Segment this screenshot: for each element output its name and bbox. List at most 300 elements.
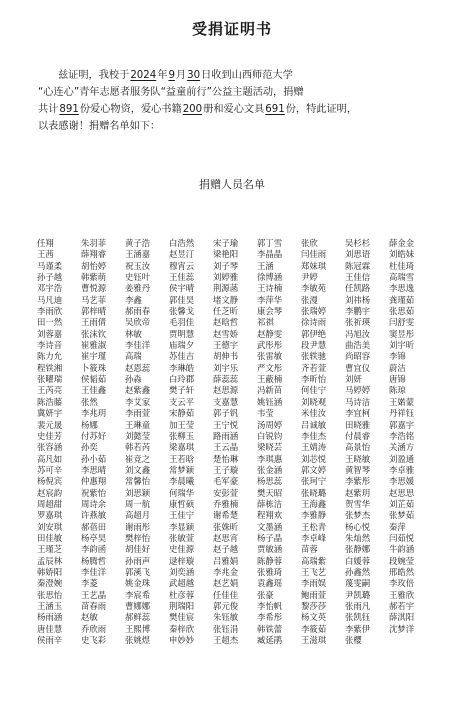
donor-name: 李诗音: [37, 340, 63, 351]
donor-name: 付晨睿: [345, 430, 371, 441]
donor-name: 崔宇瑾: [81, 351, 107, 362]
donor-name: 史飞彩: [81, 635, 107, 646]
donor-name: 闫茹悦: [389, 532, 415, 543]
donor-name: 申妙妙: [169, 635, 195, 646]
donor-name: 孙奕: [81, 442, 98, 453]
paragraph-line-2: [38, 85, 430, 100]
donor-name: 刘懿莹: [125, 430, 151, 441]
donor-name: 贺雪华: [345, 498, 371, 509]
donor-name: 王芮亮: [37, 385, 63, 396]
donor-name: 赵艺娟: [213, 578, 239, 589]
donor-name: 苗蓉: [301, 544, 318, 555]
line3-suffix: 份，特此证明，: [285, 104, 358, 115]
donor-name: 段尹慧: [301, 340, 327, 351]
paragraph-line-3: [38, 102, 430, 117]
donor-name: 薛淇阳: [389, 612, 415, 623]
donor-name: 刘安琪: [37, 521, 63, 532]
donor-name: 张晓璐: [301, 487, 327, 498]
donor-name: 刘蓉嘉: [37, 328, 63, 339]
donor-name: 仲惠翔: [81, 476, 107, 487]
donor-name: 李雅静: [301, 510, 327, 521]
donor-name: 张雷敏: [257, 351, 283, 362]
donor-name: 王超杰: [213, 635, 239, 646]
donor-name: 杨倪宾: [37, 476, 63, 487]
donor-name: 王婼蒙: [389, 396, 415, 407]
donor-name: 孟辰林: [37, 555, 63, 566]
donor-name: 周诗余: [81, 498, 107, 509]
donor-name: 冯旭汝: [345, 328, 371, 339]
donor-name: 支云平: [169, 396, 195, 407]
donor-name: 郝雨春: [125, 306, 151, 317]
donor-name: 张姚煜: [125, 635, 151, 646]
donor-name: 王海鑫: [301, 498, 327, 509]
paragraph-line-1: [58, 68, 450, 83]
donor-name: 沈梦洋: [389, 623, 415, 634]
donor-name: 程翔欢: [257, 510, 283, 521]
donation-month: 9: [168, 70, 175, 81]
donor-name: 李鹏宇: [345, 306, 371, 317]
donor-name: 林敏: [125, 328, 142, 339]
donor-name: 米佳汝: [301, 408, 327, 419]
donor-name: 马凡迪: [37, 294, 63, 305]
donor-name: 李卓峰: [301, 532, 327, 543]
donor-name: 姚金珠: [125, 578, 151, 589]
donor-name: 付苏好: [81, 430, 107, 441]
donor-name: 赵宸韵: [37, 487, 63, 498]
donor-name: 杨心悦: [345, 521, 371, 532]
donor-name: 王佳蕊: [169, 272, 195, 283]
donor-name: 曹悦源: [81, 283, 107, 294]
donor-name: 杨文英: [301, 612, 327, 623]
donor-name: 张轶驰: [301, 351, 327, 362]
donor-name: 张曜瑞: [37, 374, 63, 385]
donor-name: 楚怡琳: [213, 453, 239, 464]
donor-name: 宋静茹: [169, 408, 195, 419]
line4-text: 以表感谢！捐赠名单如下：: [38, 121, 161, 132]
donor-name: 张祈瑛: [345, 317, 371, 328]
donor-name: 高瑞紫: [301, 555, 327, 566]
donor-name: 张思茹: [389, 306, 415, 317]
donor-name: 贾敏涵: [257, 544, 283, 555]
year-suffix: 年: [157, 70, 168, 81]
donor-name: 堵文静: [213, 294, 239, 305]
donor-name: 乔雅楠: [213, 498, 239, 509]
donor-name: 赵昱汀: [169, 249, 195, 260]
donor-name: 邢皓然: [389, 566, 415, 577]
donor-name: 赵静雯: [257, 328, 283, 339]
donor-name: 龚瑾茹: [389, 294, 415, 305]
donor-name: 韦莹: [257, 408, 274, 419]
donor-name: 张思怡: [37, 589, 63, 600]
donor-name: 李宸希: [125, 589, 151, 600]
donor-name: 李雨娱: [301, 578, 327, 589]
donor-name: 刘祎杨: [345, 294, 371, 305]
donor-name: 曹娜娜: [125, 601, 151, 611]
donor-name: 秦澄婉: [37, 578, 63, 589]
donor-name: 刘思语: [345, 249, 371, 260]
donor-name: 樊天昭: [257, 487, 283, 498]
donor-name: 何瑞华: [169, 487, 195, 498]
donor-name: 宋子瑜: [213, 238, 239, 248]
donor-name: 尚昭容: [345, 351, 371, 362]
donor-name: 关涵方: [389, 442, 415, 453]
donor-name: 窦昱彤: [389, 328, 415, 339]
donor-name: 薛栋洁: [257, 498, 283, 509]
donor-name: 薛金金: [389, 238, 415, 248]
donor-name: 李佳洋: [125, 340, 151, 351]
donor-name: 吴欣帝: [125, 317, 151, 328]
donor-name: 任佳佳: [213, 589, 239, 600]
donor-name: 任凯路: [345, 283, 371, 294]
donor-name: 韩铁蕾: [257, 623, 283, 634]
donor-name: 李琪惠: [257, 453, 283, 464]
donor-name: 秦梓欣: [169, 623, 195, 634]
document-title: 受捐证明书: [191, 20, 272, 38]
donor-name: 李鑫: [125, 294, 142, 305]
donor-name: 陈浩藤: [37, 396, 63, 407]
donor-name: 王佳鑫: [81, 385, 107, 396]
donor-name: 杨思蕊: [257, 476, 283, 487]
donor-name: 陈力允: [37, 351, 63, 362]
donor-name: 荆瑞阳: [169, 601, 195, 611]
donor-name: 王婧涛: [301, 442, 327, 453]
donor-name: 赵紫玥: [345, 487, 371, 498]
donor-name: 汤周婷: [257, 419, 283, 430]
donor-name: 胡佳好: [125, 544, 151, 555]
donor-name: 张梦茹: [389, 510, 415, 521]
donor-name: 李浩铭: [389, 430, 415, 441]
donor-name: 樊佳宸: [169, 612, 195, 623]
donor-name: 尹婷: [301, 272, 318, 283]
donor-name: 李韵函: [81, 544, 107, 555]
donor-name: 张馨戈: [169, 306, 195, 317]
donor-name: 赵恩蕊: [125, 362, 151, 373]
donor-name: 刘皓妹: [389, 249, 415, 260]
donor-name: 郭伊绝: [301, 328, 327, 339]
donor-name: 祁祺: [257, 317, 274, 328]
donor-name: 段婉莹: [389, 555, 415, 566]
donor-name: 梁晓芸: [257, 442, 283, 453]
donor-name: 田晓雅: [345, 419, 371, 430]
donor-name: 张瑞婷: [301, 306, 327, 317]
donor-name: 臧延鹃: [257, 635, 283, 646]
donor-name: 马婷婷: [345, 385, 371, 396]
donor-name: 李希彤: [257, 612, 283, 623]
donor-name: 姜雅丹: [125, 283, 151, 294]
donor-name: 闫佳雨: [301, 249, 327, 260]
donor-name: 张金涵: [257, 464, 283, 475]
donor-name: 李艾家: [125, 396, 151, 407]
donor-name: 薛蕊蕊: [213, 374, 239, 385]
donor-name: 朱钰敏: [213, 612, 239, 623]
donation-day: 30: [187, 70, 201, 81]
line3-mid1: 份爱心物资，爱心书籍: [79, 104, 182, 115]
paragraph-line-4: [38, 119, 430, 134]
donor-name: 刘文鑫: [125, 464, 151, 475]
donor-name: 卜筱珠: [81, 362, 107, 373]
donor-name: 高超月: [125, 510, 151, 521]
donor-name: 蔚洁: [389, 362, 406, 373]
donor-name: 李兆玥: [81, 408, 107, 419]
donor-name: 郝蓓田: [81, 521, 107, 532]
donor-name: 王蔽楠: [257, 374, 283, 385]
donor-name: 康哲硕: [169, 498, 195, 509]
donor-name-grid: [37, 238, 433, 646]
donor-name: 李怡帆: [257, 601, 283, 611]
donor-name: 王诗楠: [257, 283, 283, 294]
book-count: 200: [182, 104, 203, 115]
donor-name: 任翔: [37, 238, 54, 248]
donor-name: 李琳皓: [169, 362, 195, 373]
donor-name: 毛羽佳: [169, 317, 195, 328]
donor-name: 郝若宇: [389, 601, 415, 611]
donor-name: 胡怡婷: [81, 260, 107, 271]
donor-name: 武超越: [169, 578, 195, 589]
donor-name: 杨腾哲: [81, 555, 107, 566]
donor-name: 刘晓观: [301, 396, 327, 407]
donor-name: 祝紫怡: [81, 487, 107, 498]
donor-name: 刘芷茹: [389, 498, 415, 509]
donor-name: 赵晗哲: [213, 317, 239, 328]
donor-name: 李紫伊: [345, 623, 371, 634]
donor-name: 苗春雨: [81, 601, 107, 611]
donor-name: 王涵: [257, 260, 274, 271]
donor-name: 穆宵云: [169, 260, 195, 271]
donor-name: 赵紫鑫: [125, 385, 151, 396]
donor-name: 黎莎莎: [301, 601, 327, 611]
donor-name: 赵子越: [213, 544, 239, 555]
line1-suffix: 日收到山西师范大学: [201, 70, 293, 81]
donor-name: 李卓雅: [389, 464, 415, 475]
donor-name: 李菱: [81, 578, 98, 589]
donor-name: 李思媛: [389, 476, 415, 487]
donor-name: 秦萍: [389, 521, 406, 532]
donor-name: 赵敏: [81, 612, 98, 623]
donor-name: 刘婷雅: [213, 272, 239, 283]
month-suffix: 月: [175, 70, 187, 81]
donor-name: 康会琴: [257, 306, 283, 317]
donor-name: 王涵玉: [37, 601, 63, 611]
donor-name: 陈琼: [389, 385, 406, 396]
donor-name: 张雅琦: [257, 566, 283, 577]
total-count: 891: [59, 104, 79, 115]
donor-name: 李佳洋: [81, 566, 107, 577]
donor-name: 崔竞之: [125, 453, 151, 464]
donor-name: 梁艳阳: [213, 249, 239, 260]
donor-name: 马谨柔: [37, 260, 63, 271]
donor-name: 张沫钦: [81, 328, 107, 339]
donor-name: 李萍华: [257, 294, 283, 305]
donor-name: 吴杉杉: [345, 238, 371, 248]
donor-name: 庙瑞夕: [169, 340, 195, 351]
donor-name: 冯新苗: [257, 385, 283, 396]
donor-name: 姚钰涵: [257, 396, 283, 407]
donor-name: 李昕怡: [301, 374, 327, 385]
donor-name: 苏可辛: [37, 464, 63, 475]
donor-name: 高瑞雪: [389, 272, 415, 283]
donor-name: 曹宜仪: [345, 362, 371, 373]
donor-name: 鲍雨萱: [301, 589, 327, 600]
donor-name: 冀妍宇: [37, 408, 63, 419]
donor-name: 朱灿然: [345, 532, 371, 543]
donor-name: 刘子琴: [213, 260, 239, 271]
donor-name: 严文彤: [257, 362, 283, 373]
donor-name: 王松青: [301, 521, 327, 532]
donor-name: 杜佳琦: [389, 260, 415, 271]
donor-name: 文墨涵: [257, 521, 283, 532]
donor-name: 毛军豪: [213, 476, 239, 487]
donor-name: 胡伸书: [213, 351, 239, 362]
donor-name: 安彭萱: [213, 487, 239, 498]
donor-name: 赵思思: [389, 487, 415, 498]
donor-name: 张欣: [301, 238, 318, 248]
donor-name: 白浩然: [169, 238, 195, 248]
donor-name: 何佳宁: [301, 385, 327, 396]
donor-name: 王滋琪: [301, 635, 327, 646]
donor-name: 加王莹: [169, 419, 195, 430]
donor-name: 吕雅娟: [213, 555, 239, 566]
donor-name: 王飞艺: [301, 566, 327, 577]
donor-name: 李思逸: [389, 283, 415, 294]
donor-name: 韩紫萌: [81, 272, 107, 283]
donor-name: 武彤彤: [257, 340, 283, 351]
donor-name: 袁鑫瑶: [257, 578, 283, 589]
donor-name: 张樱: [345, 635, 362, 646]
donor-name: 王若晗: [169, 453, 195, 464]
donor-name: 王子璇: [213, 464, 239, 475]
donor-name: 郭梓晴: [81, 306, 107, 317]
donor-name: 谢雨彤: [125, 521, 151, 532]
donor-name: 杨雨涵: [37, 612, 63, 623]
donor-name: 程铁湘: [37, 362, 63, 373]
donor-name: 陈冠霖: [345, 260, 371, 271]
donor-name: 张珂宁: [301, 476, 327, 487]
donor-name: 郝鲜蕊: [125, 612, 151, 623]
donor-name: 孙子越: [37, 272, 63, 283]
donor-name: 赵思源: [213, 385, 239, 396]
donor-list-title: 捐赠人员名单: [199, 178, 265, 191]
donor-name: 唐锦: [389, 374, 406, 385]
donor-name: 崔雅淑: [81, 340, 107, 351]
donor-name: 牛韵涵: [389, 544, 415, 555]
donor-name: 李宜柯: [345, 408, 371, 419]
donor-name: 李紫彤: [345, 476, 371, 487]
donor-name: 徐诗雨: [301, 317, 327, 328]
donor-name: 杨娜: [81, 419, 98, 430]
donor-name: 刘芯悦: [301, 453, 327, 464]
donor-name: 李锦: [389, 351, 406, 362]
donor-name: 苏佳吉: [169, 351, 195, 362]
donation-year: 2024: [130, 70, 157, 81]
donor-name: 逯梓璇: [169, 555, 195, 566]
donor-name: 樊梓怡: [125, 532, 151, 543]
donor-name: 刘思颖: [125, 487, 151, 498]
donor-name: 张漫: [301, 294, 318, 305]
donor-name: 刘宇乐: [213, 362, 239, 373]
donor-name: 韩娇阳: [37, 566, 63, 577]
donor-name: 路雨涵: [213, 430, 239, 441]
donor-name: 曲浩美: [345, 340, 371, 351]
donor-name: 侯宇晴: [169, 283, 195, 294]
donor-name: 杜彦蓉: [169, 589, 195, 600]
donor-name: 李晨曦: [169, 476, 195, 487]
donor-name: 闫舒雯: [389, 317, 415, 328]
donor-name: 郑妹琪: [301, 260, 327, 271]
donor-name: 徐博涵: [257, 272, 283, 283]
donor-name: 高景怡: [345, 442, 371, 453]
donor-name: 李敏苑: [301, 283, 327, 294]
donor-name: 祝玉汝: [125, 260, 151, 271]
donor-name: 郭子钒: [213, 408, 239, 419]
donor-name: 陈静蓉: [257, 555, 283, 566]
donor-name: 韩若芮: [125, 442, 151, 453]
donor-name: 李玫倍: [389, 578, 415, 589]
donor-name: 王德宇: [213, 340, 239, 351]
donor-name: 田佳敏: [37, 532, 63, 543]
donor-name: 荆源菡: [213, 283, 239, 294]
donor-name: 李筱茹: [301, 623, 327, 634]
donor-name: 白玲郡: [169, 374, 195, 385]
donor-name: 张凯钰: [345, 612, 371, 623]
donor-name: 孙雨声: [125, 555, 151, 566]
donor-name: 张容涵: [37, 442, 63, 453]
donor-name: 王云晶: [213, 442, 239, 453]
donor-name: 罗嘉琪: [37, 510, 63, 521]
donor-name: 丹祥钰: [389, 408, 415, 419]
line3-prefix: 共计: [38, 104, 59, 115]
donor-name: 唐佳慧: [37, 623, 63, 634]
donor-name: 薛翔睿: [81, 249, 107, 260]
donor-name: 朱羽菲: [81, 238, 107, 248]
donor-name: 白锐钧: [257, 430, 283, 441]
donor-name: 郭元俊: [213, 601, 239, 611]
donor-name: 孙淼: [125, 374, 142, 385]
donor-name: 梁嘉琪: [169, 442, 195, 453]
donor-name: 刘盈通: [389, 453, 415, 464]
donor-name: 史佳芳: [37, 430, 63, 441]
donor-name: 刘妍: [345, 374, 362, 385]
donor-name: 郭文婷: [301, 464, 327, 475]
donor-name: 周一航: [125, 498, 151, 509]
donor-name: 谢希楚: [213, 510, 239, 521]
donor-name: 许燕敏: [81, 510, 107, 521]
donor-name: 张钰涓: [213, 623, 239, 634]
donor-name: 李兆金: [213, 566, 239, 577]
donor-name: 刘宇昕: [389, 340, 415, 351]
donor-name: 张敏萱: [169, 532, 195, 543]
donor-name: 史佳源: [169, 544, 195, 555]
donor-name: 王熙博: [125, 623, 151, 634]
donor-name: 常馨怡: [125, 476, 151, 487]
line2-text: “心连心”青年志愿者服务队“益童前行”公益主题活动，捐赠: [38, 87, 304, 98]
donor-name: 王涵嘉: [125, 249, 151, 260]
donor-name: 尹凯璐: [345, 589, 371, 600]
donor-name: 王艺晶: [81, 589, 107, 600]
stationery-count: 691: [265, 104, 285, 115]
donor-name: 邓宇浩: [37, 283, 63, 294]
donor-name: 田一然: [37, 317, 63, 328]
donor-name: 周超甜: [37, 498, 63, 509]
donor-name: 齐若萱: [301, 362, 327, 373]
donor-name: 张梦杰: [345, 510, 371, 521]
line3-mid2: 册和爱心文具: [203, 104, 265, 115]
donor-name: 高凡如: [37, 453, 63, 464]
donor-name: 支嘉慧: [213, 396, 239, 407]
donor-name: 王瑾芝: [37, 544, 63, 555]
donor-name: 乔欣雨: [81, 623, 107, 634]
donor-name: 李显颖: [169, 521, 195, 532]
donor-name: 李雨欣: [37, 306, 63, 317]
